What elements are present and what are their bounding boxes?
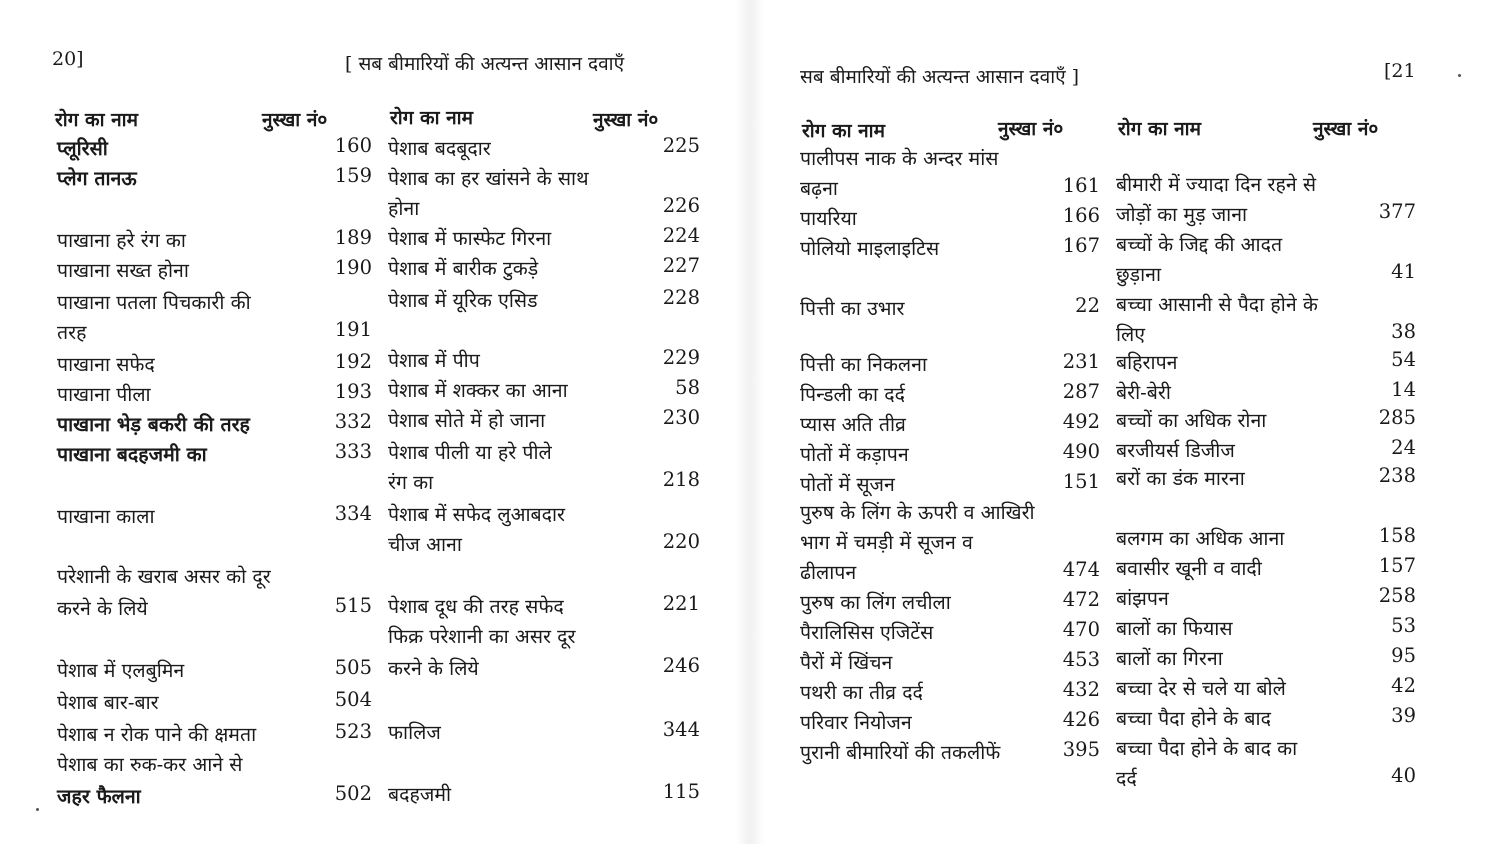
running-title: सब बीमारियों की अत्यन्त आसान दवाएँ ] (800, 66, 1080, 88)
index-entry (57, 410, 372, 440)
recipe-number: 344 (662, 718, 700, 741)
disease-name: पैरों में खिंचन (800, 651, 893, 674)
index-entry (1116, 378, 1416, 408)
disease-name: बच्चों के जिद्द की आदत (1116, 233, 1283, 256)
recipe-number: 333 (334, 440, 372, 463)
index-entry (388, 224, 700, 254)
index-entry (388, 530, 700, 560)
recipe-number: 166 (1062, 204, 1100, 227)
index-entry (57, 688, 372, 718)
disease-name: ढीलापन (800, 561, 857, 584)
recipe-number: 53 (1391, 614, 1416, 637)
index-entry (1116, 436, 1416, 466)
recipe-number: 38 (1391, 320, 1416, 343)
recipe-number: 39 (1391, 704, 1416, 727)
index-entry (1116, 464, 1416, 494)
recipe-number: 40 (1391, 764, 1416, 787)
disease-name: बदहजमी (388, 783, 452, 806)
index-entry (388, 376, 700, 406)
disease-name: पाखाना बदहजमी का (57, 443, 207, 466)
index-entry (57, 720, 372, 750)
index-entry (57, 256, 372, 286)
index-entry (800, 410, 1100, 440)
disease-name: बालों का फियास (1116, 617, 1233, 640)
column-heading-name: रोग का नाम (55, 109, 138, 131)
index-entry (1116, 674, 1416, 704)
disease-name: पेशाब में सफेद लुआबदार (388, 503, 566, 526)
index-entry (388, 164, 700, 194)
disease-name: प्यास अति तीव्र (800, 413, 906, 436)
disease-name: पेशाब न रोक पाने की क्षमता (57, 723, 257, 746)
disease-name: होना (388, 197, 420, 220)
disease-name: बरों का डंक मारना (1116, 467, 1245, 490)
index-entry (1116, 524, 1416, 554)
index-entry (57, 134, 372, 164)
recipe-number: 332 (334, 410, 372, 433)
disease-name: पैरालिसिस एजिटेंस (800, 621, 934, 644)
disease-name: बच्चा आसानी से पैदा होने के (1116, 293, 1318, 316)
disease-name: पोलियो माइलाइटिस (800, 237, 940, 260)
recipe-number: 54 (1391, 348, 1416, 371)
column-heading-number: नुस्खा नं० (593, 109, 659, 131)
recipe-number: 523 (334, 720, 372, 743)
recipe-number: 160 (334, 134, 372, 157)
disease-name: पुरानी बीमारियों की तकलीफें (800, 741, 1001, 764)
index-entry (388, 346, 700, 376)
recipe-number: 505 (334, 656, 372, 679)
disease-name: पेशाब में फास्फेट गिरना (388, 227, 552, 250)
disease-name: पेशाब सोते में हो जाना (388, 409, 546, 432)
index-entry (1116, 230, 1416, 260)
recipe-number: 285 (1378, 406, 1416, 429)
disease-name: छुड़ाना (1116, 263, 1162, 286)
index-entry (800, 678, 1100, 708)
index-entry (1116, 200, 1416, 230)
disease-name: तरह (57, 321, 87, 344)
index-entry (800, 350, 1100, 380)
disease-name: पेशाब बदबूदार (388, 137, 491, 160)
disease-name: बलगम का अधिक आना (1116, 527, 1285, 550)
recipe-number: 426 (1062, 708, 1100, 731)
recipe-number: 226 (662, 194, 700, 217)
column-heading-number: नुस्खा नं० (1313, 118, 1379, 140)
recipe-number: 453 (1062, 648, 1100, 671)
disease-name: पेशाब दूध की तरह सफेद (388, 595, 564, 618)
disease-name: बढ़ना (800, 177, 838, 200)
index-entry (388, 468, 700, 498)
column-heading-name: रोग का नाम (390, 107, 473, 129)
index-entry (388, 654, 700, 684)
index-entry (1116, 704, 1416, 734)
index-entry (1116, 614, 1416, 644)
index-entry (57, 656, 372, 686)
disease-name: बीमारी में ज्यादा दिन रहने से (1116, 173, 1317, 196)
disease-name: पोतों में कड़ापन (800, 443, 909, 466)
index-entry (1116, 290, 1416, 320)
index-entry (57, 350, 372, 380)
recipe-number: 41 (1391, 260, 1416, 283)
recipe-number: 229 (662, 346, 700, 369)
right-page (760, 0, 1500, 844)
disease-name: पाखाना सख्त होना (57, 259, 189, 282)
index-entry (388, 194, 700, 224)
recipe-number: 432 (1062, 678, 1100, 701)
index-entry (57, 440, 372, 470)
disease-name: परिवार नियोजन (800, 711, 912, 734)
disease-name: पेशाब पीली या हरे पीले (388, 441, 552, 464)
disease-name: करने के लिये (388, 657, 479, 680)
recipe-number: 377 (1378, 200, 1416, 223)
recipe-number: 221 (662, 592, 700, 615)
recipe-number: 238 (1378, 464, 1416, 487)
index-entry (388, 134, 700, 164)
disease-name: पेशाब का रुक-कर आने से (57, 753, 243, 776)
disease-name: फिक्र परेशानी का असर दूर (388, 625, 576, 648)
index-entry (57, 164, 372, 194)
recipe-number: 24 (1391, 436, 1416, 459)
disease-name: पेशाब में बारीक टुकड़े (388, 257, 539, 280)
recipe-number: 225 (662, 134, 700, 157)
index-entry (800, 558, 1100, 588)
recipe-number: 492 (1062, 410, 1100, 433)
recipe-number: 220 (662, 530, 700, 553)
index-entry (800, 380, 1100, 410)
column-heading-name: रोग का नाम (1118, 118, 1201, 140)
recipe-number: 151 (1062, 470, 1100, 493)
index-entry (1116, 170, 1416, 200)
recipe-number: 115 (662, 780, 700, 803)
recipe-number: 193 (334, 380, 372, 403)
recipe-number: 218 (662, 468, 700, 491)
disease-name: जोड़ों का मुड़ जाना (1116, 203, 1248, 226)
disease-name: पेशाब में एलबुमिन (57, 659, 185, 682)
recipe-number: 230 (662, 406, 700, 429)
index-entry (800, 234, 1100, 264)
index-entry (1116, 406, 1416, 436)
disease-name: पाखाना भेड़ बकरी की तरह (57, 413, 250, 436)
recipe-number: 504 (334, 688, 372, 711)
disease-name: पाखाना पीला (57, 383, 151, 406)
print-speck (1458, 74, 1461, 77)
index-entry (57, 380, 372, 410)
disease-name: पाखाना पतला पिचकारी की (57, 291, 251, 314)
disease-name: पिन्डली का दर्द (800, 383, 905, 406)
index-entry (57, 594, 372, 624)
left-page (0, 0, 740, 844)
index-entry (388, 622, 700, 652)
recipe-number: 470 (1062, 618, 1100, 641)
recipe-number: 474 (1062, 558, 1100, 581)
index-entry (388, 254, 700, 284)
disease-name: बरजीयर्स डिजीज (1116, 439, 1235, 462)
index-entry (1116, 764, 1416, 794)
index-entry (57, 562, 372, 592)
column-heading-number: नुस्खा नं० (262, 109, 328, 131)
recipe-number: 224 (662, 224, 700, 247)
index-entry (800, 204, 1100, 234)
index-entry (57, 782, 372, 812)
recipe-number: 227 (662, 254, 700, 277)
disease-name: बेरी-बेरी (1116, 381, 1171, 404)
disease-name: पाखाना हरे रंग का (57, 229, 186, 252)
disease-name: परेशानी के खराब असर को दूर (57, 565, 271, 588)
disease-name: बच्चा पैदा होने के बाद का (1116, 737, 1298, 760)
index-entry (800, 498, 1100, 528)
recipe-number: 395 (1062, 738, 1100, 761)
disease-name: पथरी का तीव्र दर्द (800, 681, 923, 704)
index-entry (388, 780, 700, 810)
recipe-number: 42 (1391, 674, 1416, 697)
index-entry (800, 174, 1100, 204)
page-number: [21 (1384, 60, 1416, 82)
index-entry (388, 286, 700, 316)
disease-name: करने के लिये (57, 597, 148, 620)
disease-name: पेशाब में शक्कर का आना (388, 379, 568, 402)
recipe-number: 191 (334, 318, 372, 341)
recipe-number: 161 (1062, 174, 1100, 197)
disease-name: चीज आना (388, 533, 462, 556)
disease-name: पेशाब में पीप (388, 349, 480, 372)
index-entry (800, 618, 1100, 648)
index-entry (800, 648, 1100, 678)
recipe-number: 490 (1062, 440, 1100, 463)
recipe-number: 258 (1378, 584, 1416, 607)
disease-name: पेशाब में यूरिक एसिड (388, 289, 538, 312)
recipe-number: 189 (334, 226, 372, 249)
recipe-number: 246 (662, 654, 700, 677)
index-entry (57, 288, 372, 318)
disease-name: पेशाब का हर खांसने के साथ (388, 167, 589, 190)
disease-name: पुरुष का लिंग लचीला (800, 591, 951, 614)
disease-name: पाखाना सफेद (57, 353, 155, 376)
index-entry (57, 750, 372, 780)
disease-name: प्लेग तानऊ (57, 167, 137, 190)
index-entry (800, 294, 1100, 324)
disease-name: पित्ती का उभार (800, 297, 905, 320)
recipe-number: 157 (1378, 554, 1416, 577)
disease-name: पित्ती का निकलना (800, 353, 928, 376)
recipe-number: 167 (1062, 234, 1100, 257)
index-entry (800, 144, 1100, 174)
index-entry (1116, 644, 1416, 674)
disease-name: लिए (1116, 323, 1146, 346)
column-heading-number: नुस्खा नं० (998, 118, 1064, 140)
recipe-number: 22 (1075, 294, 1100, 317)
index-entry (1116, 320, 1416, 350)
index-entry (1116, 584, 1416, 614)
disease-name: पेशाब बार-बार (57, 691, 159, 714)
disease-name: पालीपस नाक के अन्दर मांस (800, 147, 999, 170)
index-entry (388, 500, 700, 530)
page-number: 20] (52, 48, 84, 70)
disease-name: प्लूरिसी (57, 137, 108, 160)
recipe-number: 334 (334, 502, 372, 525)
recipe-number: 502 (334, 782, 372, 805)
index-entry (57, 226, 372, 256)
recipe-number: 287 (1062, 380, 1100, 403)
index-entry (800, 738, 1100, 768)
column-heading-name: रोग का नाम (802, 120, 885, 142)
running-title: [ सब बीमारियों की अत्यन्त आसान दवाएँ (345, 53, 625, 75)
disease-name: बवासीर खूनी व वादी (1116, 557, 1262, 580)
recipe-number: 14 (1391, 378, 1416, 401)
index-entry (800, 440, 1100, 470)
index-entry (1116, 348, 1416, 378)
disease-name: रंग का (388, 471, 434, 494)
recipe-number: 158 (1378, 524, 1416, 547)
recipe-number: 228 (662, 286, 700, 309)
disease-name: बालों का गिरना (1116, 647, 1223, 670)
disease-name: पुरुष के लिंग के ऊपरी व आखिरी (800, 501, 1035, 524)
index-entry (1116, 554, 1416, 584)
index-entry (800, 708, 1100, 738)
disease-name: बच्चों का अधिक रोना (1116, 409, 1267, 432)
index-entry (800, 528, 1100, 558)
recipe-number: 515 (334, 594, 372, 617)
recipe-number: 58 (675, 376, 700, 399)
index-entry (57, 318, 372, 348)
disease-name: बहिरापन (1116, 351, 1178, 374)
disease-name: बच्चा देर से चले या बोले (1116, 677, 1286, 700)
disease-name: भाग में चमड़ी में सूजन व (800, 531, 973, 554)
recipe-number: 231 (1062, 350, 1100, 373)
index-entry (1116, 734, 1416, 764)
index-entry (388, 438, 700, 468)
index-entry (800, 588, 1100, 618)
recipe-number: 192 (334, 350, 372, 373)
recipe-number: 472 (1062, 588, 1100, 611)
index-entry (388, 406, 700, 436)
index-entry (57, 502, 372, 532)
disease-name: दर्द (1116, 767, 1137, 790)
disease-name: बच्चा पैदा होने के बाद (1116, 707, 1271, 730)
recipe-number: 95 (1391, 644, 1416, 667)
disease-name: फालिज (388, 721, 441, 744)
disease-name: पायरिया (800, 207, 857, 230)
index-entry (388, 592, 700, 622)
disease-name: बांझपन (1116, 587, 1169, 610)
recipe-number: 190 (334, 256, 372, 279)
recipe-number: 159 (334, 164, 372, 187)
index-entry (388, 718, 700, 748)
disease-name: पोतों में सूजन (800, 473, 895, 496)
disease-name: पाखाना काला (57, 505, 155, 528)
disease-name: जहर फैलना (57, 785, 141, 808)
index-entry (800, 470, 1100, 500)
index-entry (1116, 260, 1416, 290)
print-speck (36, 808, 39, 811)
